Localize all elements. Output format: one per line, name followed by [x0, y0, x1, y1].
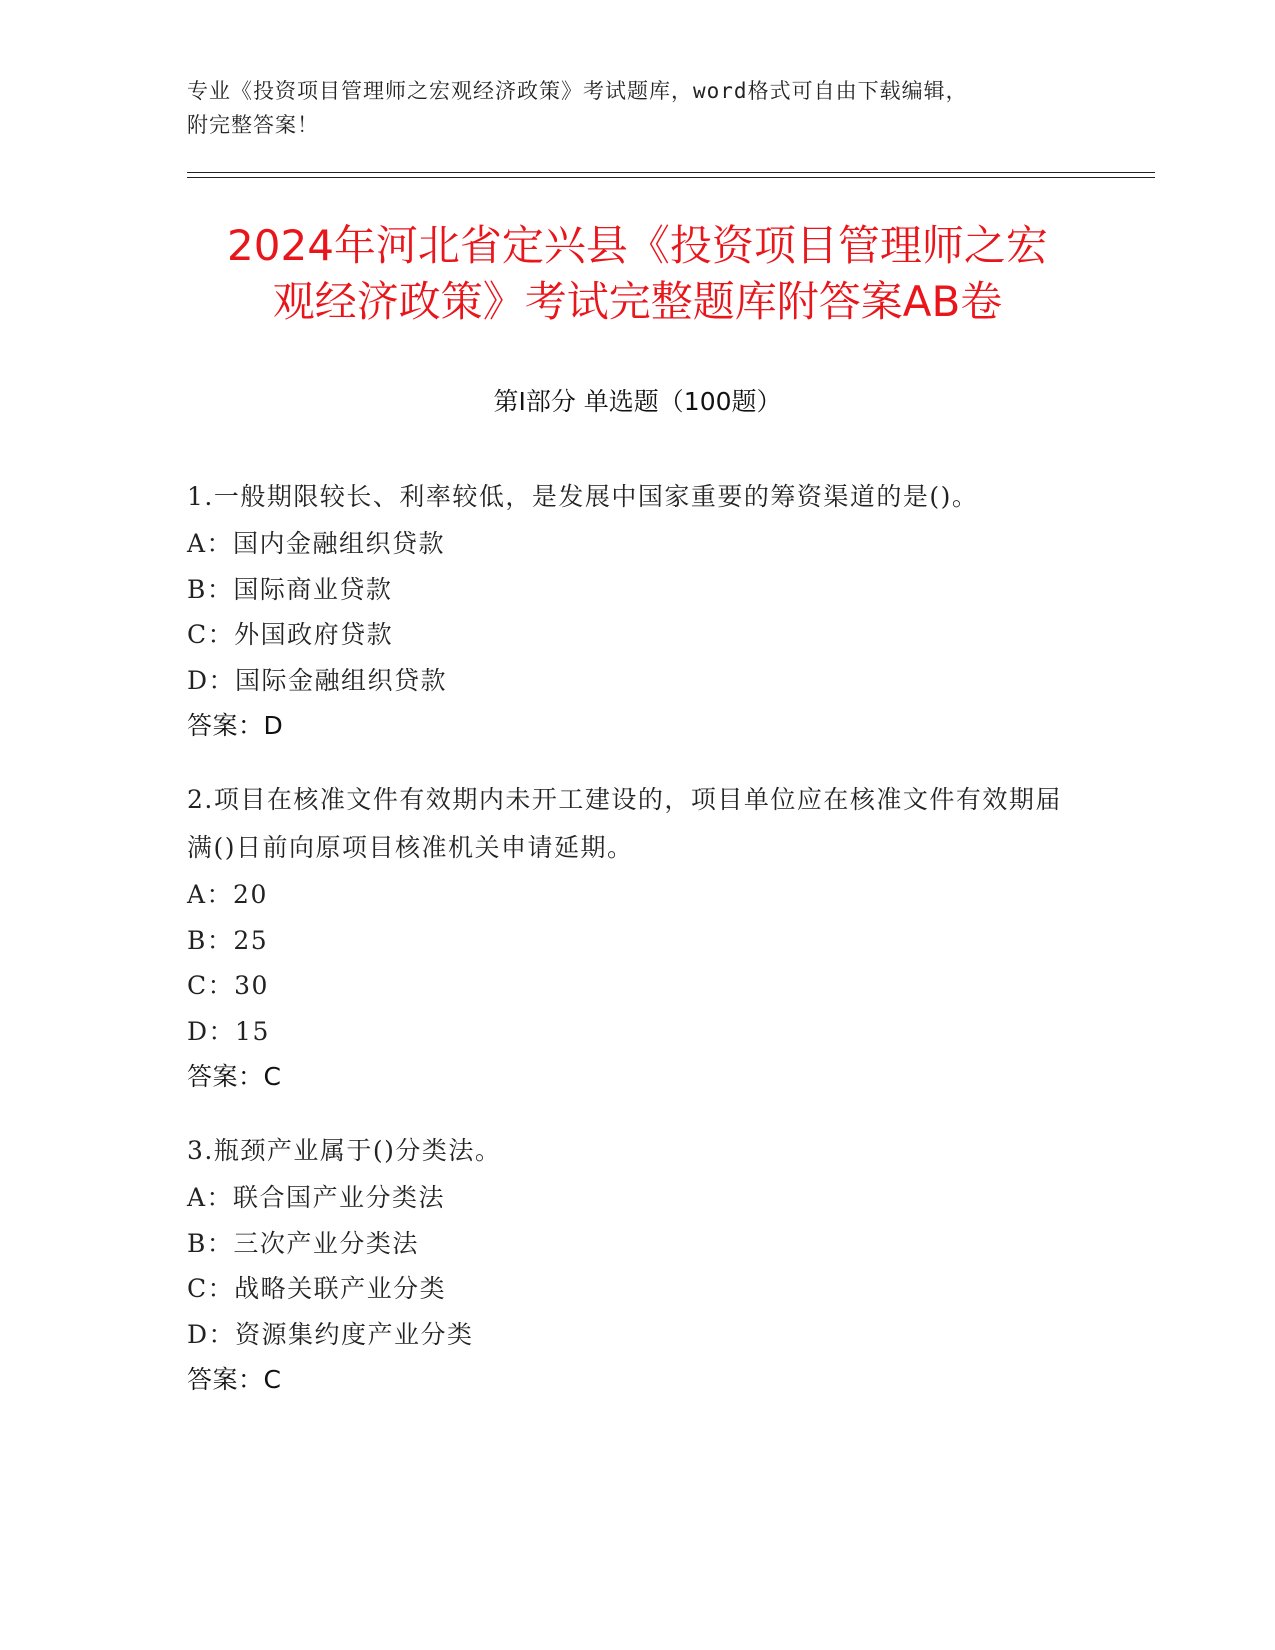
header-rule-top: [187, 172, 1155, 173]
option-c: C：外国政府贷款: [187, 620, 394, 649]
question-text: 2.项目在核准文件有效期内未开工建设的，项目单位应在核准文件有效期届满()日前向原项目核准机关申请延期。: [187, 785, 1062, 862]
option-d: D：资源集约度产业分类: [187, 1319, 474, 1349]
answer: 答案：C: [187, 1365, 282, 1394]
document-title: [150, 218, 1125, 330]
option-d: D：15: [187, 1016, 270, 1046]
section-title: 第Ⅰ部分 单选题（100题）: [493, 387, 782, 416]
header-note-line-2: 附完整答案！: [187, 113, 319, 137]
question-text: 1.一般期限较长、利率较低，是发展中国家重要的筹资渠道的是()。: [187, 482, 979, 511]
option-b: B：25: [187, 925, 269, 955]
option-b: B：三次产业分类法: [187, 1228, 419, 1258]
answer: 答案：D: [187, 711, 284, 740]
question-text: 3.瓶颈产业属于()分类法。: [187, 1136, 502, 1165]
question-block-1: [187, 473, 1067, 749]
header-rule-bottom: [187, 177, 1155, 178]
option-a: A：联合国产业分类法: [187, 1183, 446, 1212]
option-c: C：战略关联产业分类: [187, 1274, 447, 1303]
option-a: A：20: [187, 880, 268, 909]
document-title-line-2: 观经济政策》考试完整题库附答案AB卷: [272, 277, 1003, 326]
header-note-line-1: 专业《投资项目管理师之宏观经济政策》考试题库，word格式可自由下载编辑，: [187, 79, 968, 103]
header-note: [187, 74, 1087, 142]
option-b: B：国际商业贷款: [187, 574, 393, 604]
question-block-3: [187, 1127, 1067, 1403]
answer: 答案：C: [187, 1062, 282, 1091]
document-title-line-1: 2024年河北省定兴县《投资项目管理师之宏: [227, 221, 1048, 270]
option-a: A：国内金融组织贷款: [187, 529, 446, 558]
option-c: C：30: [187, 971, 269, 1000]
question-block-2: [187, 776, 1067, 1100]
option-d: D：国际金融组织贷款: [187, 665, 448, 695]
